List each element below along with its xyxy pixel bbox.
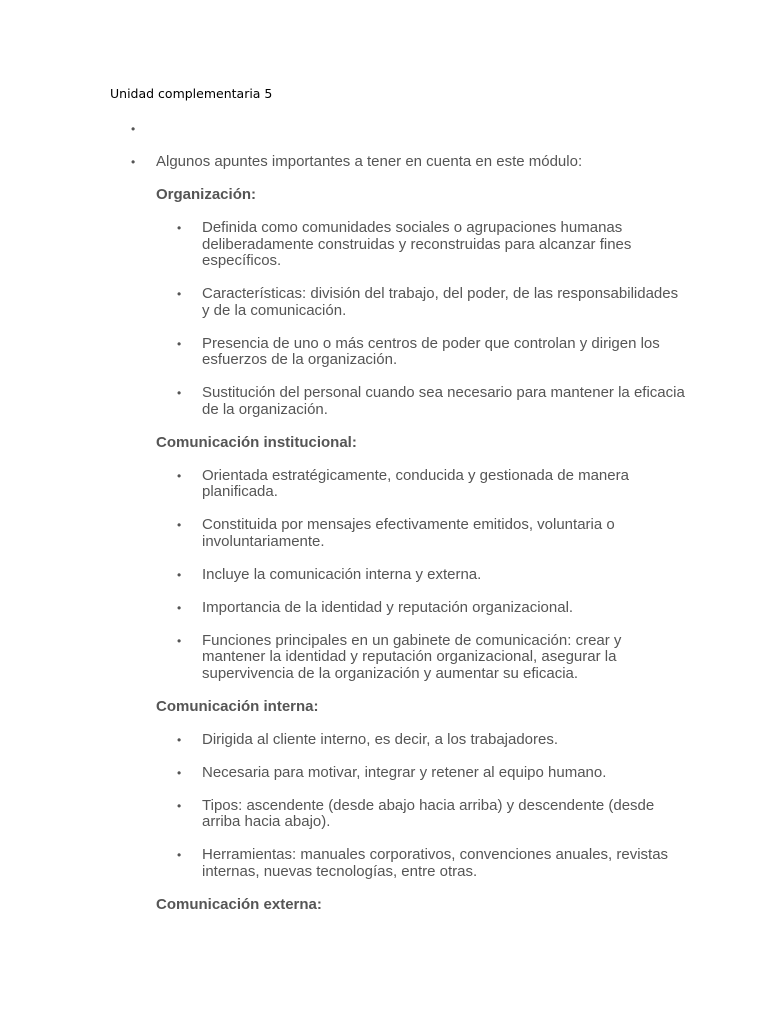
item-text: Presencia de uno o más centros de poder que controlan y dirigen los esfuerzos de la organización. xyxy=(202,334,660,368)
item-text: Incluye la comunicación interna y externa. xyxy=(202,565,482,583)
list-item xyxy=(156,633,687,683)
bullet-icon: • xyxy=(177,633,182,648)
list-item xyxy=(156,600,687,617)
section-heading-comunicacion-institucional: Comunicación institucional: xyxy=(156,433,357,451)
bullet-icon: • xyxy=(131,155,136,169)
item-text: Necesaria para motivar, integrar y retener al equipo humano. xyxy=(202,763,607,781)
document-title: Unidad complementaria 5 xyxy=(110,86,273,101)
list-item xyxy=(156,517,687,550)
bullet-icon: • xyxy=(177,336,182,351)
bullet-icon: • xyxy=(177,287,182,301)
bullet-icon: • xyxy=(177,798,182,813)
bullet-icon: • xyxy=(177,221,182,235)
list-item xyxy=(156,798,687,831)
item-text: Características: división del trabajo, del poder, de las responsabilidades y de la comunicación. xyxy=(202,285,679,319)
bullet-icon: • xyxy=(177,518,182,532)
list-item xyxy=(156,732,687,749)
bullet-icon: • xyxy=(177,386,182,400)
bullet-icon: • xyxy=(131,122,136,136)
section-list-comunicacion-interna xyxy=(156,732,687,881)
main-list xyxy=(127,121,687,930)
item-text: Herramientas: manuales corporativos, convenciones anuales, revistas internas, nuevas tecnologías, entre otras. xyxy=(202,846,669,880)
list-item xyxy=(156,468,687,501)
item-text: Funciones principales en un gabinete de comunicación: crear y mantener la identidad y reputación organizacional, asegurar la supervivencia de la organización y aumentar su eficacia. xyxy=(202,631,622,682)
intro-text: Algunos apuntes importantes a tener en cuenta en este módulo: xyxy=(156,153,583,170)
bullet-icon: • xyxy=(177,468,182,483)
list-item xyxy=(156,567,687,584)
list-item xyxy=(156,286,687,319)
section-list-comunicacion-institucional xyxy=(156,468,687,683)
bullet-icon: • xyxy=(177,732,182,747)
item-text: Orientada estratégicamente, conducida y gestionada de manera planificada. xyxy=(202,466,629,500)
section-heading-comunicacion-externa: Comunicación externa: xyxy=(156,895,322,913)
list-item-notes xyxy=(127,154,687,913)
section-heading-comunicacion-interna: Comunicación interna: xyxy=(156,697,319,715)
list-item xyxy=(156,220,687,270)
list-item xyxy=(156,385,687,418)
list-item xyxy=(156,336,687,369)
section-list-organizacion xyxy=(156,220,687,418)
item-text: Definida como comunidades sociales o agrupaciones humanas deliberadamente construidas y reconstruidas para alcanzar fines específicos. xyxy=(202,219,632,269)
empty-list-item xyxy=(127,121,687,138)
item-text: Constituida por mensajes efectivamente emitidos, voluntaria o involuntariamente. xyxy=(202,516,615,550)
item-text: Dirigida al cliente interno, es decir, a los trabajadores. xyxy=(202,730,559,748)
section-heading-organizacion: Organización: xyxy=(156,186,257,203)
item-text: Importancia de la identidad y reputación organizacional. xyxy=(202,598,574,616)
bullet-icon: • xyxy=(177,848,182,862)
item-text: Tipos: ascendente (desde abajo hacia arriba) y descendente (desde arriba hacia abajo). xyxy=(202,796,655,830)
bullet-icon: • xyxy=(177,600,182,615)
bullet-icon: • xyxy=(177,765,182,780)
list-item xyxy=(156,765,687,782)
bullet-icon: • xyxy=(177,567,182,582)
list-item xyxy=(156,847,687,880)
item-text: Sustitución del personal cuando sea necesario para mantener la eficacia de la organización. xyxy=(202,384,685,418)
